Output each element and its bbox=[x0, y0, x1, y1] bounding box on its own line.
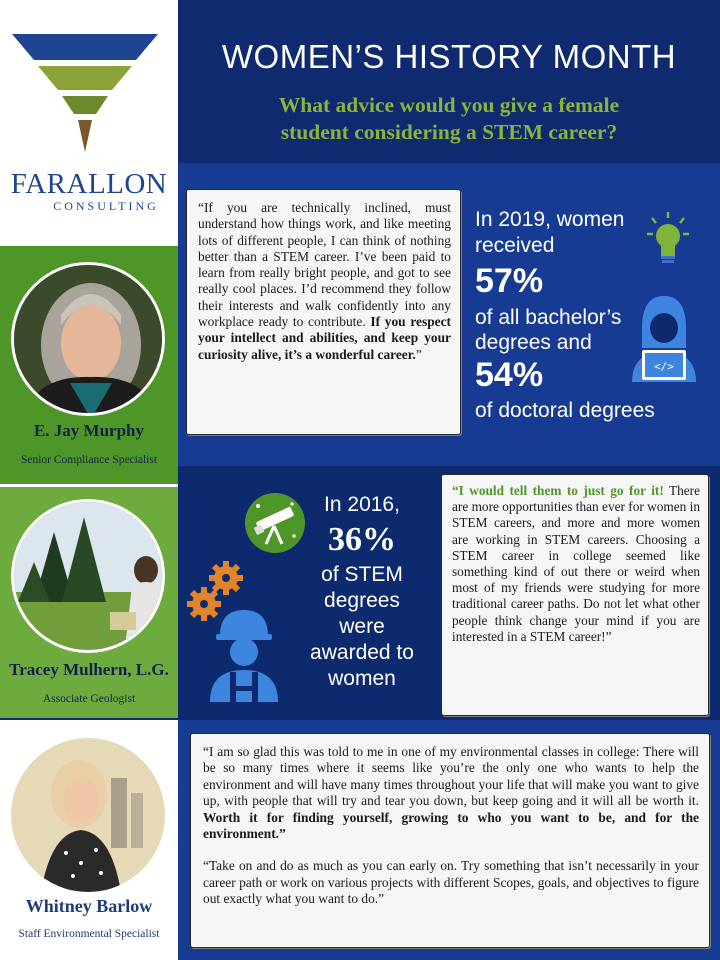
stat-stem-percent: 36% bbox=[328, 521, 396, 558]
quote-mulhern bbox=[441, 474, 709, 716]
lightbulb-icon bbox=[646, 210, 690, 266]
stat-line: degrees bbox=[324, 589, 400, 612]
person-name: Tracey Mulhern, L.G. bbox=[9, 660, 169, 679]
person-title: Senior Compliance Specialist bbox=[20, 454, 158, 466]
woman-coder-icon bbox=[628, 292, 700, 382]
stat-line: received bbox=[475, 234, 555, 257]
stat-line: women bbox=[328, 667, 396, 690]
stat-line: degrees and bbox=[475, 331, 592, 354]
woman-engineer-icon bbox=[206, 606, 282, 702]
person-title: Staff Environmental Specialist bbox=[18, 928, 160, 940]
stat-2019-intro bbox=[475, 207, 624, 259]
quote-paragraph bbox=[203, 744, 699, 842]
quote-text: “I am so glad this was told to me in one of my environmental classes in college: There will be so many times where it seems like you’re the only one who wants to help the environment and will have many times throughout your life that will make you want to give up, with people that will try and tear you down, but keep going and it will all be worth it. bbox=[203, 744, 699, 809]
farallon-logo-icon bbox=[12, 34, 158, 154]
person-title: Associate Geologist bbox=[42, 693, 136, 705]
brand-name: FARALLON bbox=[10, 168, 168, 200]
avatar bbox=[11, 262, 165, 416]
quote-emphasis: Worth it for finding yourself, growing to who you want to be, and for the environment.” bbox=[203, 809, 699, 842]
quote-emphasis: If you respect your intellect and abilities, and keep your curiosity alive, it’s a wonderful career. bbox=[198, 314, 451, 362]
question bbox=[178, 92, 720, 146]
stat-line: In 2016, bbox=[324, 493, 400, 516]
quote-barlow bbox=[190, 733, 710, 948]
avatar bbox=[11, 499, 165, 653]
telescope-icon bbox=[244, 492, 306, 554]
stat-doctoral-label: of doctoral degrees bbox=[475, 399, 655, 422]
svg-text:</>: </> bbox=[654, 360, 674, 373]
stat-bachelors-label bbox=[475, 305, 621, 355]
logo-panel bbox=[0, 0, 178, 246]
stat-bachelors-percent: 57% bbox=[475, 262, 544, 300]
avatar bbox=[11, 738, 165, 892]
person-panel-barlow bbox=[0, 720, 178, 960]
stat-line: awarded to bbox=[310, 641, 414, 664]
person-name: E. Jay Murphy bbox=[33, 421, 145, 440]
stat-line: In 2019, women bbox=[475, 208, 625, 231]
quote-text: “If you are technically inclined, must understand how things work, and like meeting lots of different people, I can think of nothing better than a STEM career. I’ve been paid to learn from really bright people, and got to see really cool places. I’d recommend they follow their interests and walk confidently into any workplace ready to contribute. bbox=[198, 200, 451, 330]
stat-2016 bbox=[302, 492, 422, 692]
stat-doctoral-percent: 54% bbox=[475, 356, 544, 394]
quote-end: ” bbox=[415, 346, 422, 362]
quote-paragraph: “Take on and do as much as you can early on. Try something that isn’t necessarily in your career path or work on various projects with different Scopes, goals, and objectives to figure out exactly what you want to do.” bbox=[203, 858, 699, 907]
question-line: What advice would you give a female bbox=[278, 93, 620, 117]
person-panel-murphy bbox=[0, 246, 178, 484]
brand-subtitle: CONSULTING bbox=[53, 199, 159, 213]
page-title: WOMEN’S HISTORY MONTH bbox=[221, 38, 677, 75]
stat-line: of all bachelor’s bbox=[475, 306, 622, 329]
divider bbox=[0, 718, 178, 720]
quote-murphy bbox=[186, 189, 461, 435]
quote-emphasis: “I would tell them to just go for it! bbox=[452, 483, 664, 498]
stat-line: of STEM bbox=[321, 563, 403, 586]
quote-text: There are more opportunities than ever for women in STEM careers, and more and more women are working in STEM careers. Choosing a STEM career in college seemed like something kind of out there or weird when most of my friends were studying for more traditional career paths. Do not let what other people think change your mind if you are interested in a STEM career!” bbox=[452, 483, 700, 644]
stat-line: were bbox=[339, 615, 385, 638]
person-name: Whitney Barlow bbox=[25, 896, 153, 916]
question-line: student considering a STEM career? bbox=[280, 120, 618, 144]
person-panel-mulhern bbox=[0, 487, 178, 720]
